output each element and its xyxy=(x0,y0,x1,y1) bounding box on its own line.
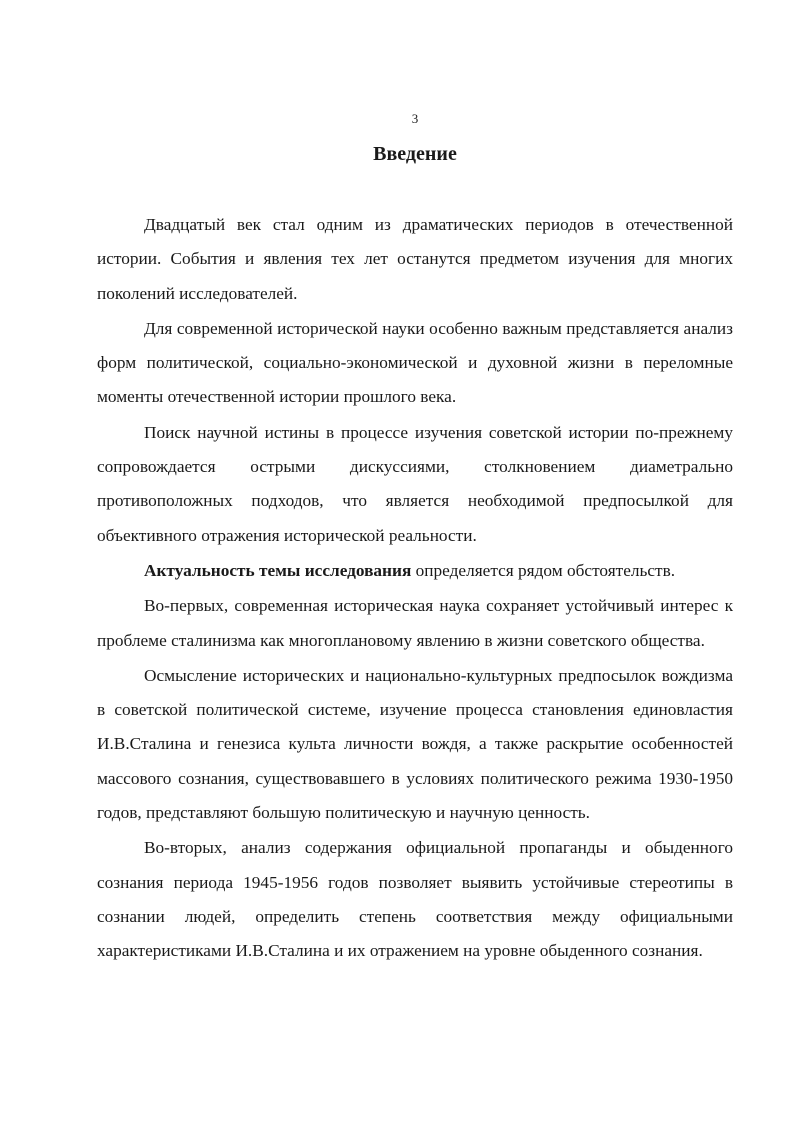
body-text xyxy=(97,208,733,969)
relevance-paragraph xyxy=(97,554,733,588)
page-title: Введение xyxy=(373,143,457,165)
paragraph: Во-вторых, анализ содержания официальной пропаганды и обыденного сознания периода 1945-1956 годов позволяет выявить устойчивые стереотипы в сознании людей, определить степень соответствия между официальными характеристиками И.В.Сталина и их отражением на уровне обыденного сознания. xyxy=(97,838,733,961)
relevance-text: определяется рядом обстоятельств. xyxy=(411,560,676,580)
page-number: 3 xyxy=(411,111,419,126)
relevance-heading: Актуальность темы исследования xyxy=(144,560,412,580)
paragraph: Для современной исторической науки особенно важным представляется анализ форм политической, социально-экономической и духовной жизни в переломные моменты отечественной истории прошлого века. xyxy=(97,318,733,407)
paragraph: Во-первых, современная историческая наука сохраняет устойчивый интерес к проблеме сталинизма как многоплановому явлению в жизни советского общества. xyxy=(97,596,733,650)
paragraph: Осмысление исторических и национально-культурных предпосылок вождизма в советской политической системе, изучение процесса становления единовластия И.В.Сталина и генезиса культа личности вождя, а также раскрытие особенностей массового сознания, существовавшего в условиях политического режима 1930-1950 годов, представляют большую политическую и научную ценность. xyxy=(97,665,733,823)
paragraph: Двадцатый век стал одним из драматических периодов в отечественной истории. События и явления тех лет останутся предметом изучения для многих поколений исследователей. xyxy=(97,215,733,303)
paragraph: Поиск научной истины в процессе изучения советской истории по-прежнему сопровождается острыми дискуссиями, столкновением диаметрально противоположных подходов, что является необходимой предпосылкой для объективного отражения исторической реальности. xyxy=(97,422,733,545)
